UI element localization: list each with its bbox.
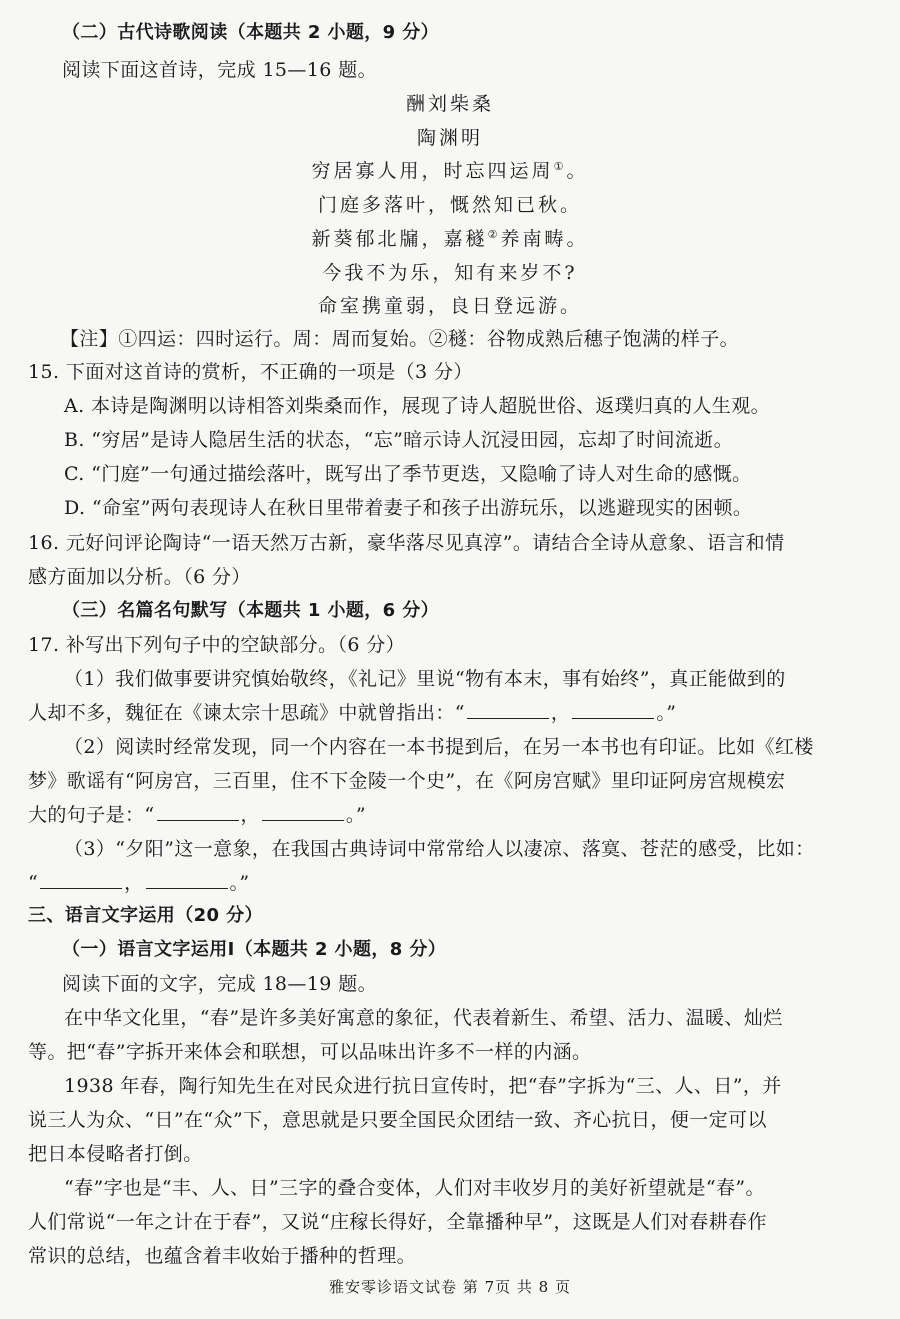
question-16-line-1: 16. 元好问评论陶诗“一语天然万古新，豪华落尽见真淳”。请结合全诗从意象、语言和情 — [28, 532, 785, 554]
answer-blank[interactable] — [146, 871, 228, 889]
question-17-part-2-line-1: （2）阅读时经常发现，同一个内容在一本书提到后，在另一本书也有印证。比如《红楼 — [64, 736, 814, 758]
poem-author: 陶渊明 — [416, 127, 483, 149]
passage-paragraph-3-line-3: 常识的总结，也蕴含着丰收始于播种的哲理。 — [28, 1245, 417, 1267]
question-15-option-c: C. “门庭”一句通过描绘落叶，既写出了季节更迭，又隐喻了诗人对生命的感慨。 — [64, 463, 752, 485]
poem-line-1: 穷居寡人用，时忘四运周①。 — [311, 160, 589, 182]
answer-blank[interactable] — [572, 701, 654, 719]
section-2-intro: 阅读下面这首诗，完成 15—16 题。 — [62, 59, 378, 81]
passage-paragraph-2-line-3: 把日本侵略者打倒。 — [28, 1143, 203, 1165]
poem-note: 【注】①四运：四时运行。周：周而复始。②穟：谷物成熟后穗子饱满的样子。 — [60, 328, 740, 350]
poem-line-4: 今我不为乐，知有来岁不? — [322, 262, 578, 284]
answer-blank[interactable] — [157, 803, 239, 821]
question-17-part-2-line-3: 大的句子是：“ ， 。” — [28, 804, 366, 826]
question-17-stem: 17. 补写出下列句子中的空缺部分。（6 分） — [28, 634, 406, 656]
question-15-option-d: D. “命室”两句表现诗人在秋日里带着妻子和孩子出游玩乐，以逃避现实的困顿。 — [64, 497, 753, 519]
section-2-title: （二）古代诗歌阅读（本题共 2 小题，9 分） — [62, 22, 440, 43]
question-17-part-1-line-2: 人却不多，魏征在《谏太宗十思疏》中就曾指出：“ ， 。” — [28, 702, 677, 724]
section-3-1-title: （一）语言文字运用Ⅰ（本题共 2 小题，8 分） — [62, 939, 447, 960]
section-3-1-intro: 阅读下面的文字，完成 18—19 题。 — [62, 973, 378, 995]
poem-line-3: 新葵郁北牖，嘉穟②养南畴。 — [311, 228, 589, 250]
question-17-part-3-line-1: （3）“夕阳”这一意象，在我国古典诗词中常常给人以凄凉、落寞、苍茫的感受，比如： — [64, 838, 815, 860]
passage-paragraph-2-line-1: 1938 年春，陶行知先生在对民众进行抗日宣传时，把“春”字拆为“三、人、日”，并 — [64, 1075, 782, 1097]
passage-paragraph-1-line-2: 等。把“春”字拆开来体会和联想，可以品味出许多不一样的内涵。 — [28, 1041, 592, 1063]
poem-line-2: 门庭多落叶，慨然知已秋。 — [317, 194, 582, 216]
poem-line-5: 命室携童弱，良日登远游。 — [317, 295, 582, 317]
question-17-part-3-line-2: “ ， 。” — [28, 872, 250, 894]
question-17-part-1-line-1: （1）我们做事要讲究慎始敬终，《礼记》里说“物有本末，事有始终”，真正能做到的 — [64, 668, 786, 690]
answer-blank[interactable] — [467, 701, 549, 719]
part-3-title: 三、语言文字运用（20 分） — [28, 905, 263, 926]
passage-paragraph-2-line-2: 说三人为众、“日”在“众”下，意思就是只要全国民众团结一致、齐心抗日，便一定可以 — [28, 1109, 767, 1131]
question-15-option-b: B. “穷居”是诗人隐居生活的状态，“忘”暗示诗人沉浸田园，忘却了时间流逝。 — [64, 429, 734, 451]
question-17-part-2-line-2: 梦》歌谣有“阿房宫，三百里，住不下金陵一个史”，在《阿房宫赋》里印证阿房宫规模宏 — [28, 770, 786, 792]
footnote-marker-2: ② — [487, 228, 501, 241]
question-16-line-2: 感方面加以分析。（6 分） — [28, 566, 251, 588]
question-15-option-a: A. 本诗是陶渊明以诗相答刘柴桑而作，展现了诗人超脱世俗、返璞归真的人生观。 — [64, 395, 771, 417]
poem-title: 酬刘柴桑 — [405, 93, 494, 115]
section-3-title: （三）名篇名句默写（本题共 1 小题，6 分） — [62, 600, 440, 621]
passage-paragraph-3-line-1: “春”字也是“丰、人、日”三字的叠合变体，人们对丰收岁月的美好祈望就是“春”。 — [64, 1177, 765, 1199]
question-15-stem: 15. 下面对这首诗的赏析，不正确的一项是（3 分） — [28, 361, 473, 383]
footnote-marker-1: ① — [553, 160, 567, 173]
passage-paragraph-3-line-2: 人们常说“一年之计在于春”，又说“庄稼长得好，全靠播种早”，这既是人们对春耕春作 — [28, 1211, 767, 1233]
passage-paragraph-1-line-1: 在中华文化里，“春”是许多美好寓意的象征，代表着新生、希望、活力、温暖、灿烂 — [64, 1007, 783, 1029]
answer-blank[interactable] — [262, 803, 344, 821]
answer-blank[interactable] — [40, 871, 122, 889]
page-footer: 雅安零诊语文试卷 第 7页 共 8 页 — [329, 1278, 571, 1296]
